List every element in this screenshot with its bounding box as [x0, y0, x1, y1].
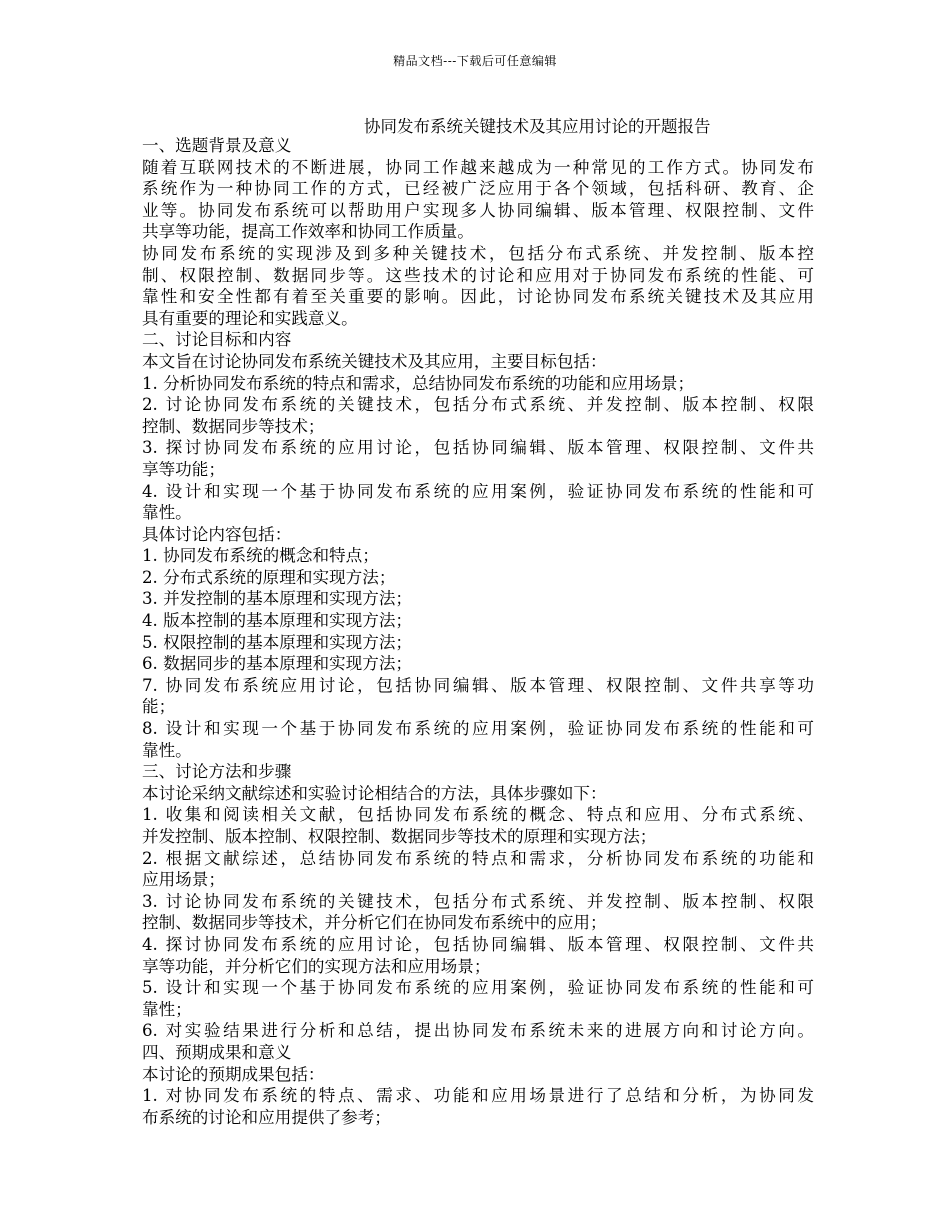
- text-line: 1. 对协同发布系统的特点、需求、功能和应用场景进行了总结和分析，为协同发: [142, 1086, 814, 1106]
- text-line: 享等功能，并分析它们的实现方法和应用场景；: [142, 956, 491, 976]
- text-line: 一、选题背景及意义: [142, 136, 292, 155]
- text-line: 4. 探讨协同发布系统的应用讨论，包括协同编辑、版本管理、权限控制、文件共: [142, 934, 814, 954]
- text-line: 布系统的讨论和应用提供了参考；: [142, 1107, 391, 1127]
- document-body: [142, 135, 814, 1128]
- text-line: 享等功能；: [142, 459, 225, 479]
- text-line: 4. 设计和实现一个基于协同发布系统的应用案例，验证协同发布系统的性能和可: [142, 481, 814, 501]
- text-line: 6. 数据同步的基本原理和实现方法；: [142, 654, 413, 674]
- text-line: 本文旨在讨论协同发布系统关键技术及其应用，主要目标包括：: [142, 351, 607, 371]
- text-line: 靠性和安全性都有着至关重要的影响。因此，讨论协同发布系统关键技术及其应用: [142, 287, 814, 307]
- text-line: 3. 探讨协同发布系统的应用讨论，包括协同编辑、版本管理、权限控制、文件共: [142, 438, 814, 458]
- text-line: 5. 设计和实现一个基于协同发布系统的应用案例，验证协同发布系统的性能和可: [142, 978, 814, 998]
- text-line: 具体讨论内容包括：: [142, 524, 292, 544]
- text-line: 5. 权限控制的基本原理和实现方法；: [142, 632, 413, 652]
- text-line: 并发控制、版本控制、权限控制、数据同步等技术的原理和实现方法；: [142, 827, 657, 846]
- text-line: 8. 设计和实现一个基于协同发布系统的应用案例，验证协同发布系统的性能和可: [142, 719, 814, 739]
- text-line: 应用场景；: [142, 870, 225, 890]
- text-line: 1. 协同发布系统的概念和特点；: [142, 546, 379, 566]
- text-line: 二、讨论目标和内容: [142, 330, 292, 350]
- text-line: 制、权限控制、数据同步等。这些技术的讨论和应用对于协同发布系统的性能、可: [142, 265, 814, 285]
- text-line: 共享等功能，提高工作效率和协同工作质量。: [142, 222, 474, 242]
- text-line: 三、讨论方法和步骤: [142, 762, 292, 782]
- text-line: 系统作为一种协同工作的方式，已经被广泛应用于各个领域，包括科研、教育、企: [142, 179, 814, 199]
- text-line: 2. 讨论协同发布系统的关键技术，包括分布式系统、并发控制、版本控制、权限: [142, 395, 814, 415]
- text-line: 靠性；: [142, 999, 192, 1019]
- text-line: 4. 版本控制的基本原理和实现方法；: [142, 611, 413, 631]
- text-line: 控制、数据同步等技术，并分析它们在协同发布系统中的应用；: [142, 913, 607, 933]
- text-line: 具有重要的理论和实践意义。: [142, 308, 358, 328]
- text-line: 业等。协同发布系统可以帮助用户实现多人协同编辑、版本管理、权限控制、文件: [142, 200, 814, 220]
- text-line: 1. 分析协同发布系统的特点和需求，总结协同发布系统的功能和应用场景；: [142, 373, 695, 393]
- text-line: 四、预期成果和意义: [142, 1042, 292, 1062]
- text-line: 3. 并发控制的基本原理和实现方法；: [142, 589, 413, 609]
- page-header: 精品文档---下载后可任意编辑: [393, 54, 557, 68]
- text-line: 7. 协同发布系统应用讨论，包括协同编辑、版本管理、权限控制、文件共享等功: [142, 675, 814, 695]
- text-line: 本讨论的预期成果包括：: [142, 1064, 325, 1084]
- text-line: 控制、数据同步等技术；: [142, 416, 325, 436]
- text-line: 1. 收集和阅读相关文献，包括协同发布系统的概念、特点和应用、分布式系统、: [142, 805, 814, 825]
- text-line: 随着互联网技术的不断进展，协同工作越来越成为一种常见的工作方式。协同发布: [142, 157, 814, 177]
- text-line: 2. 根据文献综述，总结协同发布系统的特点和需求，分析协同发布系统的功能和: [142, 848, 814, 868]
- text-line: 6. 对实验结果进行分析和总结，提出协同发布系统未来的进展方向和讨论方向。: [142, 1021, 814, 1041]
- document-title: 协同发布系统关键技术及其应用讨论的开题报告: [364, 117, 711, 136]
- text-line: 本讨论采纳文献综述和实验讨论相结合的方法，具体步骤如下：: [142, 783, 607, 803]
- text-line: 2. 分布式系统的原理和实现方法；: [142, 567, 396, 587]
- text-line: 协同发布系统的实现涉及到多种关键技术，包括分布式系统、并发控制、版本控: [142, 243, 814, 263]
- text-line: 能；: [142, 697, 176, 717]
- text-line: 靠性。: [142, 740, 192, 760]
- text-line: 靠性。: [142, 503, 192, 523]
- text-line: 3. 讨论协同发布系统的关键技术，包括分布式系统、并发控制、版本控制、权限: [142, 891, 814, 911]
